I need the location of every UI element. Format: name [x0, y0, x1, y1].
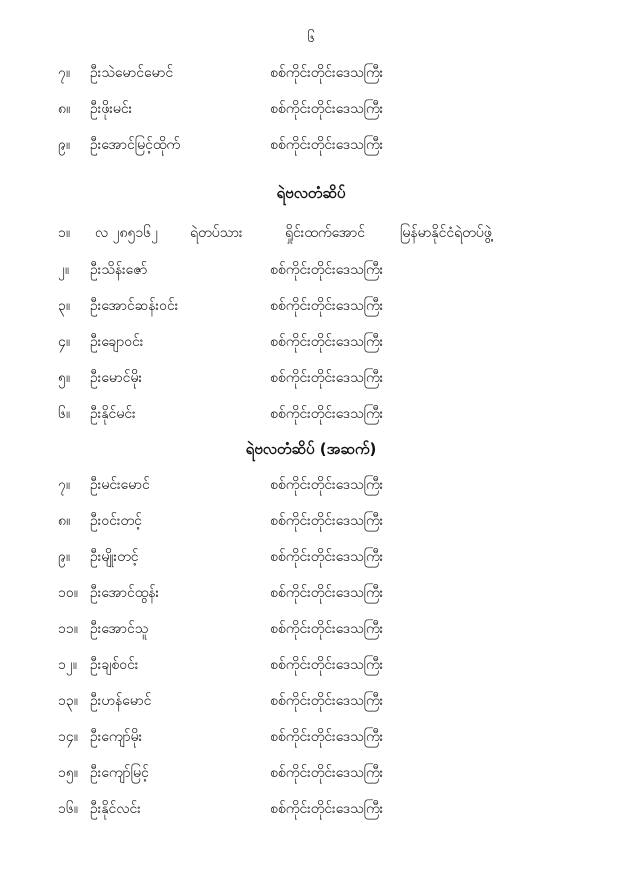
section-heading: ရဲဗလတံဆိပ်	[276, 184, 346, 202]
list-item	[0, 689, 622, 713]
person-region: စစ်ကိုင်းတိုင်းဒေသကြီး	[270, 477, 384, 493]
person-region: စစ်ကိုင်းတိုင်းဒေသကြီး	[270, 729, 384, 745]
person-name: ဦးမျိုးတင့်	[90, 549, 139, 565]
item-number: ၁၀။	[58, 585, 78, 601]
list-item	[0, 761, 622, 785]
item-number: ၉။	[58, 137, 71, 153]
list-item	[0, 473, 622, 497]
person-name: ဦးအောင်ဆန်းဝင်း	[90, 298, 179, 314]
person-region: စစ်ကိုင်းတိုင်းဒေသကြီး	[270, 101, 384, 117]
person-region: စစ်ကိုင်းတိုင်းဒေသကြီး	[270, 801, 384, 817]
item-number: ၁၄။	[58, 729, 78, 745]
person-region: စစ်ကိုင်းတိုင်းဒေသကြီး	[270, 585, 384, 601]
person-name: ဦးဟန်မောင်	[90, 693, 152, 709]
person-name: ဦးချစ်ဝင်း	[90, 657, 139, 673]
list-item	[0, 725, 622, 749]
item-number: ၁။	[58, 225, 71, 241]
list-item	[0, 617, 622, 641]
person-name: ဦးကျော်မြင့်	[90, 765, 149, 781]
person-region: စစ်ကိုင်းတိုင်းဒေသကြီး	[270, 137, 384, 153]
list-item	[0, 294, 622, 318]
list-item	[0, 545, 622, 569]
list-item	[0, 797, 622, 821]
person-name: ဦးကျော်မိုး	[90, 729, 143, 745]
list-item	[0, 221, 622, 245]
item-number: ၉။	[58, 549, 71, 565]
item-number: ၄။	[58, 334, 71, 350]
person-region: စစ်ကိုင်းတိုင်းဒေသကြီး	[270, 621, 384, 637]
person-region: စစ်ကိုင်းတိုင်းဒေသကြီး	[270, 65, 384, 81]
person-region: စစ်ကိုင်းတိုင်းဒေသကြီး	[270, 765, 384, 781]
person-region: စစ်ကိုင်းတိုင်းဒေသကြီး	[270, 298, 384, 314]
person-region: စစ်ကိုင်းတိုင်းဒေသကြီး	[270, 406, 384, 422]
person-name: ဦးသိန်းဇော်	[90, 262, 148, 278]
person-name: ဦးဖိုးမင်း	[90, 101, 133, 117]
list-item	[0, 509, 622, 533]
item-number: ၈။	[58, 513, 71, 529]
person-name: ဦးချောဝင်း	[90, 334, 144, 350]
organization: မြန်မာနိုင်ငံရဲတပ်ဖွဲ့	[400, 225, 492, 241]
item-number: ၅။	[58, 370, 71, 386]
item-number: ၇။	[58, 65, 71, 81]
person-region: စစ်ကိုင်းတိုင်းဒေသကြီး	[270, 549, 384, 565]
item-number: ၃။	[58, 298, 71, 314]
person-name: ဦးဝင်းတင့်	[90, 513, 142, 529]
item-number: ၁၆။	[58, 801, 78, 817]
list-item	[0, 366, 622, 390]
person-name: ဦးသဲမောင်မောင်	[90, 65, 174, 81]
person-region: စစ်ကိုင်းတိုင်းဒေသကြီး	[270, 693, 384, 709]
person-region: စစ်ကိုင်းတိုင်းဒေသကြီး	[270, 657, 384, 673]
person-region: စစ်ကိုင်းတိုင်းဒေသကြီး	[270, 370, 384, 386]
list-item	[0, 61, 622, 85]
service-number: လ ၂၈၅၁၆၂	[95, 225, 158, 241]
list-item	[0, 330, 622, 354]
list-item	[0, 653, 622, 677]
person-region: စစ်ကိုင်းတိုင်းဒေသကြီး	[270, 334, 384, 350]
list-item	[0, 97, 622, 121]
item-number: ၁၅။	[58, 765, 78, 781]
list-item	[0, 402, 622, 426]
person-name: ရှိုင်းထက်အောင်	[285, 225, 366, 241]
person-name: ဦးမောင်မိုး	[90, 370, 142, 386]
person-name: ဦးအောင်ထွန်း	[90, 585, 160, 601]
list-item	[0, 258, 622, 282]
item-number: ၆။	[58, 406, 71, 422]
person-name: ဦးအောင်မြင့်ထိုက်	[90, 137, 181, 153]
person-region: စစ်ကိုင်းတိုင်းဒေသကြီး	[270, 262, 384, 278]
item-number: ၁၃။	[58, 693, 78, 709]
person-name: ဦးအောင်သူ	[90, 621, 149, 637]
item-number: ၈။	[58, 101, 71, 117]
person-region: စစ်ကိုင်းတိုင်းဒေသကြီး	[270, 513, 384, 529]
page-number: ၆	[307, 30, 315, 46]
list-item	[0, 133, 622, 157]
item-number: ၇။	[58, 477, 71, 493]
list-item	[0, 581, 622, 605]
section-heading: ရဲဗလတံဆိပ် (အဆက်)	[245, 440, 377, 458]
item-number: ၁၁။	[58, 621, 78, 637]
person-name: ဦးမင်းမောင်	[90, 477, 150, 493]
person-name: ဦးနိုင်လင်း	[90, 801, 141, 817]
person-name: ဦးနိုင်မင်း	[90, 406, 136, 422]
rank: ရဲတပ်သား	[190, 225, 243, 241]
item-number: ၂။	[58, 262, 70, 278]
item-number: ၁၂။	[58, 657, 77, 673]
